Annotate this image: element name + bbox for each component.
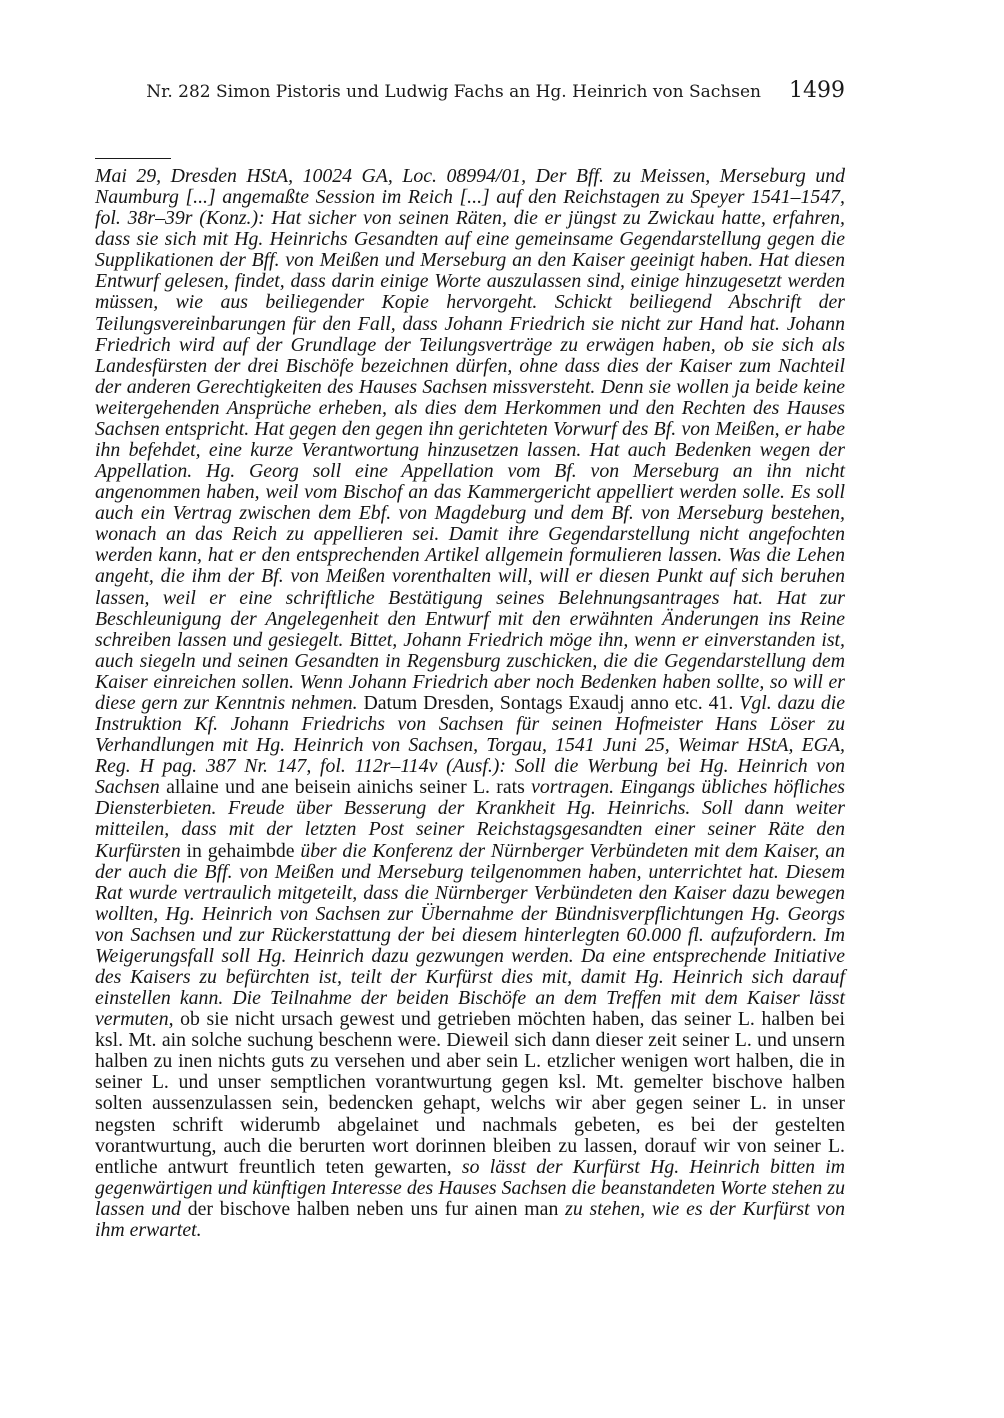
body-segment-roman: Datum Dresden, Sontags Exaudj anno etc. 41. [357, 691, 740, 714]
body-segment-italic: Vgl. dazu die Instruktion Kf. Johann Friedrichs von Sachsen für seinen Hofmeister Hans Löser zu Verhandlungen mit Hg. Heinrich von Sachsen, Torgau, 1541 Juni 25, Weimar HStA, EGA, Reg. H pag. 387 Nr. 147, fol. 112r–114v (Ausf.): Soll die Werbung bei Hg. Heinrich von Sachsen [95, 691, 845, 799]
body-text [95, 166, 845, 1241]
running-head-title: Nr. 282 Simon Pistoris und Ludwig Fachs an Hg. Heinrich von Sachsen [146, 82, 761, 102]
body-segment-roman: ob sie nicht ursach gewest und getrieben möchten haben, das seiner L. halben bei ksl. Mt. ain solche suchung beschenn were. Dieweil sich dann dieser zeit seiner L. und unsern halben zu inen nichts guts zu versehen und aber sein L. etzlicher wenigen wort halben, die in seiner L. und unser semptlichen vorantwurtung gegen ksl. Mt. gemelter bischove halben solten aussenzulassen sein, bedencken gehapt, welchs wir aber gegen seiner L. in unser negsten schrift widerumb abgelainet und nachmals gebeten, es bei der gestelten vorantwurtung, auch die berurten wort dorinnen bleiben zu lassen, dorauf wir von seiner L. entliche antwurt freuntlich teten gewarten, [95, 1008, 845, 1178]
footnote-rule [95, 158, 171, 159]
body-segment-italic: zu stehen, wie es der Kurfürst von ihm erwartet. [95, 1197, 845, 1241]
body-segment-roman: allaine und ane beisein ainichs seiner L. rats [159, 776, 532, 799]
body-segment-italic: vortragen. Eingangs übliches höfliches Diensterbieten. Freude über Besserung der Krankheit Hg. Heinrichs. Soll dann weiter mitteilen, dass mit der letzten Post seiner Reichstagsgesandten einer seiner Räte den Kurfürsten [95, 776, 845, 862]
body-segment-italic: so lässt der Kurfürst Hg. Heinrich bitten im gegenwärtigen und künftigen Interesse des Hauses Sachsen die beanstandeten Worte stehen zu lassen und [95, 1155, 846, 1220]
running-head [0, 78, 845, 103]
body-segment-roman: der bischove halben neben uns fur ainen man [180, 1197, 566, 1220]
body-segment-italic: Mai 29, Dresden HStA, 10024 GA, Loc. 08994/01, Der Bff. zu Meissen, Merseburg und Naumburg [...] angemaßte Session im Reich [...] auf den Reichstagen zu Speyer 1541–1547, fol. 38r–39r (Konz.): Hat sicher von seinen Räten, die er jüngst zu Zwickau hatte, erfahren, dass sie sich mit Hg. Heinrichs Gesandten auf eine gemeinsame Gegendarstellung gegen die Supplikationen der Bff. von Meißen und Merseburg an den Kaiser geeinigt haben. Hat diesen Entwurf gelesen, findet, dass darin einige Worte auszulassen sind, einige hinzugesetzt werden müssen, wie aus beiliegender Kopie hervorgeht. Schickt beiliegend Abschrift der Teilungsvereinbarungen für den Fall, dass Johann Friedrich sie nicht zur Hand hat. Johann Friedrich wird auf der Grundlage der Teilungsverträge zu erwägen haben, ob sie sich als Landesfürsten der drei Bischöfe bezeichnen dürfen, ohne dass dies der Kaiser zum Nachteil der anderen Gerechtigkeiten des Hauses Sachsen missversteht. Denn sie wollen ja beide keine weitergehenden Ansprüche erheben, als dies dem Herkommen und den Rechten des Hauses Sachsen entspricht. Hat gegen den gegen ihn gerichteten Vorwurf des Bf. von Meißen, er habe ihn befehdet, eine kurze Verantwortung hinzusetzen lassen. Hat auch Bedenken wegen der Appellation. Hg. Georg soll eine Appellation vom Bf. von Merseburg an ihn nicht angenommen haben, weil vom Bischof an das Kammergericht appelliert werden solle. Es soll auch ein Vertrag zwischen dem Ebf. von Magdeburg und dem Bf. von Merseburg bestehen, wonach an das Reich zu appellieren sei. Damit ihre Gegendarstellung nicht angefochten werden kann, hat er den entsprechenden Artikel allgemein formulieren lassen. Was die Lehen angeht, die ihm der Bf. von Meißen vorenthalten will, will er diesen Punkt auf sich beruhen lassen, weil er eine schriftliche Bestätigung seines Belehnungsantrages hat. Hat zur Beschleunigung der Angelegenheit den Entwurf mit den erwähnten Änderungen ins Reine schreiben lassen und gesiegelt. Bittet, Johann Friedrich möge ihn, wenn er einverstanden ist, auch siegeln und seinen Gesandten in Regensburg zuschicken, die die Gegendarstellung dem Kaiser einreichen sollen. Wenn Johann Friedrich aber noch Bedenken haben sollte, so will er diese gern zur Kenntnis nehmen. [95, 165, 845, 714]
page-number: 1499 [789, 78, 845, 103]
body-segment-roman: in gehaimbde [180, 839, 301, 862]
body-segment-italic: über die Konferenz der Nürnberger Verbündeten mit dem Kaiser, an der auch die Bff. von Meißen und Merseburg teilgenommen haben, unterrichtet hat. Diesem Rat wurde vertraulich mitgeteilt, dass die Nürnberger Verbündeten den Kaiser dazu bewegen wollten, Hg. Heinrich von Sachsen zur Übernahme der Bündnisverpflichtungen Hg. Georgs von Sachsen und zur Rückerstattung der bei diesem hinterlegten 60.000 fl. aufzufordern. Im Weigerungsfall soll Hg. Heinrich dazu gezwungen werden. Da eine entsprechende Initiative des Kaisers zu befürchten ist, teilt der Kurfürst dies mit, damit Hg. Heinrich sich darauf einstellen kann. Die Teilnahme der beiden Bischöfe an dem Treffen mit dem Kaiser lässt vermuten, [95, 839, 845, 1031]
